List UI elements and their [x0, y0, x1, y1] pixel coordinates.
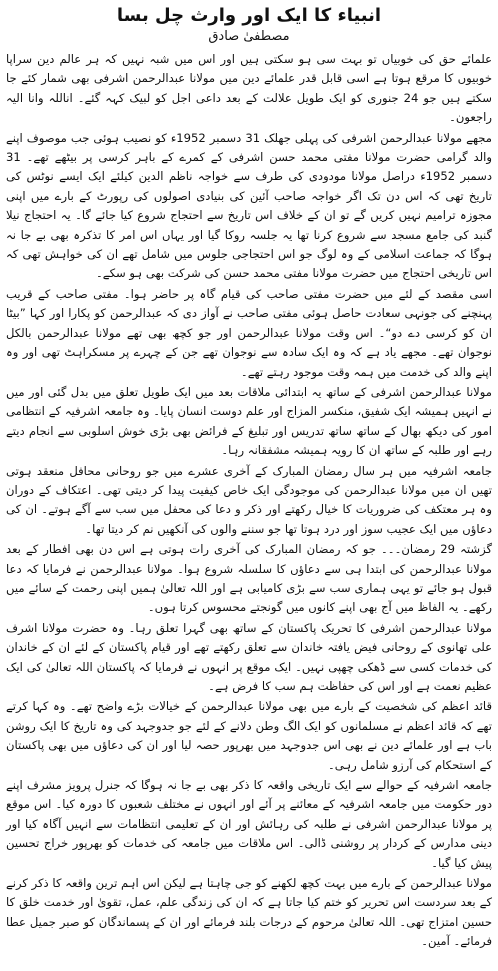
article-body: [6, 50, 492, 952]
paragraph: اسی مقصد کے لئے میں حضرت مفتی صاحب کی قیام گاہ پر حاضر ہوا۔ مفتی صاحب کے قریب پہنچنے کی جونہی سعادت حاصل ہوئی مفتی صاحب نے آواز دی کہ عبدالرحمن کو پکارا اور کہا ”بیٹا ان کو کرسی دے دو“۔ اس وقت مولانا عبدالرحمن اور جو کچھ بھی تھے مولانا عبدالرحمن بالکل نوجوان تھے۔ مجھے یاد ہے کہ وہ ایک سادہ سے نوجوان تھے جن کے چہرے پر مسکراہٹ تھی اور وہ اپنے والد کی خدمت میں ہمہ وقت موجود رہتے تھے۔: [6, 286, 492, 379]
paragraph: مجھے مولانا عبدالرحمن اشرفی کی پہلی جھلک 31 دسمبر 1952ء کو نصیب ہوئی جب موصوف اپنے والد گرامی حضرت مولانا مفتی محمد حسن اشرفی کے کمرے کے باہر کرسی پر بیٹھے تھے۔ 31 دسمبر 1952ء دراصل مولانا مودودی کی طرف سے خواجہ ناظم الدین کیلئے ایک ایسے نوٹس کی تاریخ تھی کہ اس دن تک اگر خواجہ صاحب آئین کی بنیادی اصولوں کی رپورٹ کے بارے میں اپنی مجوزہ ترامیم نہیں کریں گے تو ان کے خلاف اس تاریخ سے احتجاج شروع کیا جائے گا۔ یہ احتجاج نیلا گنبد کی جامع مسجد سے شروع کرنا تھا یہ جلسہ روکا گیا اور یہاں اس امر کا تذکرہ بھی بے جا نہ ہوگا کہ جماعت اسلامی کے وہ لوگ جو اس احتجاجی جلوس میں شامل تھے ان کی خواہش تھی کہ اس تاریخی احتجاج میں حضرت مولانا مفتی محمد حسن کی شرکت بھی ہو سکے۔: [6, 130, 492, 281]
article-title: انبیاء کا ایک اور وارث چل بسا: [116, 5, 382, 26]
paragraph: گزشتہ 29 رمضان۔۔۔ جو کہ رمضان المبارک کی آخری رات ہوتی ہے اس دن بھی افطار کے بعد مولانا عبدالرحمن کی ابتدا ہی سے دعاؤں کا سلسلہ شروع ہوا۔ مولانا عبدالرحمن نے فرمایا کہ دعا قبول ہو جائے تو یہی ہماری سب سے بڑی کامیابی ہے اور اللہ تعالیٰ ہمیں اپنی رحمت کے سائے میں رکھے۔ یہ الفاظ میں آج بھی اپنے کانوں میں گونجتے محسوس کرتا ہوں۔: [6, 542, 492, 615]
paragraph: مولانا عبدالرحمن کے بارے میں بہت کچھ لکھنے کو جی چاہتا ہے لیکن اس اہم ترین واقعہ کا ذکر کرنے کے بعد سردست اس تحریر کو ختم کیا جاتا ہے کہ ان کی زندگی علم، عمل، تقویٰ اور خدمت خلق کا حسین امتزاج تھی۔ اللہ تعالیٰ مرحوم کے درجات بلند فرمائے اور ان کے پسماندگان کو صبر جمیل عطا فرمائے۔ آمین۔: [6, 876, 492, 949]
paragraph: مولانا عبدالرحمن اشرفی کے ساتھ یہ ابتدائی ملاقات بعد میں ایک طویل تعلق میں بدل گئی اور میں نے انہیں ہمیشہ ایک شفیق، منکسر المزاج اور علم دوست انسان پایا۔ وہ جامعہ اشرفیہ کے انتظامی امور کی دیکھ بھال کے ساتھ ساتھ تدریس اور تبلیغ کے فرائض بھی بڑی خوش اسلوبی سے انجام دیتے رہے اور طلبہ کے ساتھ ان کا رویہ ہمیشہ مشفقانہ رہا۔: [6, 384, 492, 458]
paragraph: جامعہ اشرفیہ کے حوالے سے ایک تاریخی واقعہ کا ذکر بھی بے جا نہ ہوگا کہ جنرل پرویز مشرف اپنے دور حکومت میں جامعہ اشرفیہ کے معائنے پر آئے اور انہوں نے مختلف شعبوں کا دورہ کیا۔ اس موقع پر مولانا عبدالرحمن اشرفی نے طلبہ کی رہائش اور ان کے تعلیمی انتظامات سے انہیں آگاہ کیا اور دینی مدارس کے کردار پر روشنی ڈالی۔ اس ملاقات میں جامعہ کی خدمات کو بھرپور خراج تحسین پیش کیا گیا۔: [6, 778, 492, 870]
paragraph: علمائے حق کی خوبیاں تو بہت سی ہو سکتی ہیں اور اس میں شبہ نہیں کہ ہر عالم دین سراپا خوبیوں کا مرقع ہوتا ہے اسی قابل قدر علمائے دین میں مولانا عبدالرحمن اشرفی بھی شمار کئے جا سکتے ہیں جو 24 جنوری کو ایک طویل علالت کے بعد داعی اجل کو لبیک کہہ گئے۔ اناللہ وانا الیہ راجعون۔: [6, 52, 492, 125]
paragraph: جامعہ اشرفیہ میں ہر سال رمضان المبارک کے آخری عشرے میں جو روحانی محافل منعقد ہوتی تھیں ان میں مولانا عبدالرحمن کی موجودگی ایک خاص کیفیت پیدا کر دیتی تھی۔ اعتکاف کے دوران وہ ہر معتکف کی ضروریات کا خیال رکھتے اور ذکر و دعا کی محفل میں سب سے آگے ہوتے۔ ان کی دعاؤں میں ایک عجیب سوز اور درد ہوتا تھا جو سننے والوں کی آنکھیں نم کر دیتا تھا۔: [6, 463, 492, 536]
article-author: مصطفیٰ صادق: [208, 29, 290, 44]
paragraph: قائد اعظم کی شخصیت کے بارے میں بھی مولانا عبدالرحمن کے خیالات بڑے واضح تھے۔ وہ کہا کرتے تھے کہ قائد اعظم نے مسلمانوں کو ایک الگ وطن دلانے کے لئے جو جدوجہد کی وہ تاریخ کا ایک روشن باب ہے اور علمائے دین نے بھی اس جدوجہد میں بھرپور حصہ لیا اور ان کی دعاؤں میں بھی پاکستان کے استحکام کی آرزو شامل رہی۔: [6, 699, 492, 772]
paragraph: مولانا عبدالرحمن اشرفی کا تحریک پاکستان کے ساتھ بھی گہرا تعلق رہا۔ وہ حضرت مولانا اشرف علی تھانوی کے روحانی فیض یافتہ خاندان سے تعلق رکھتے تھے اور قیام پاکستان کے لئے ان کے خاندان کی خدمات کسی سے ڈھکی چھپی نہیں۔ ایک موقع پر انہوں نے فرمایا کہ پاکستان اللہ تعالیٰ کی ایک عظیم نعمت ہے اور اس کی حفاظت ہم سب کا فرض ہے۔: [6, 620, 492, 693]
